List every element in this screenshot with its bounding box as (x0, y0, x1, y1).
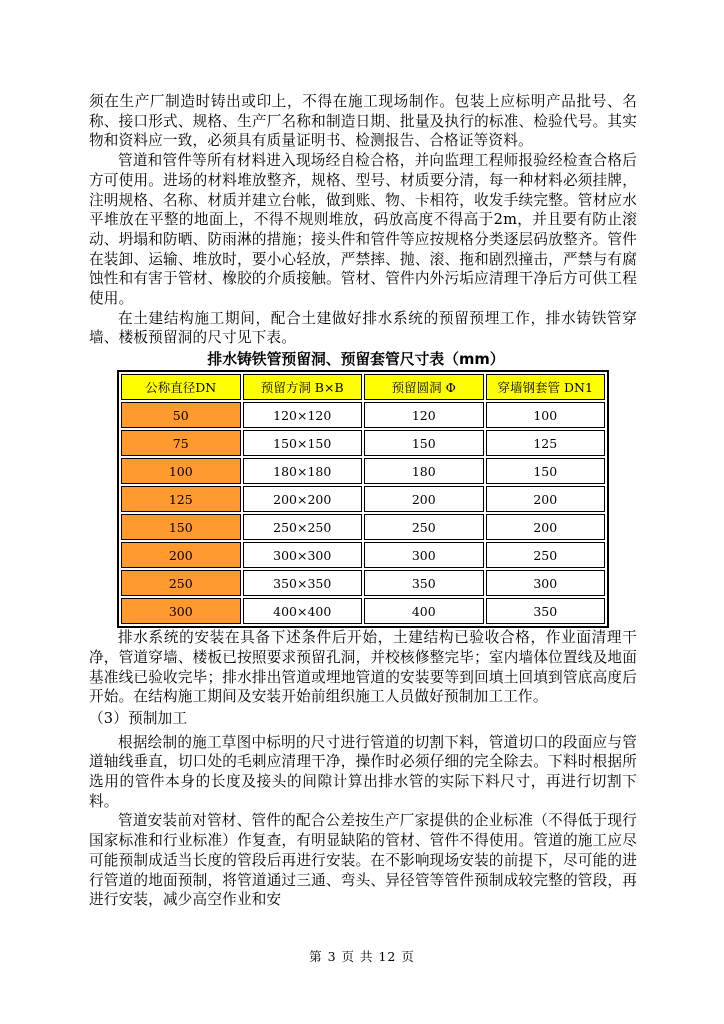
paragraph-material-marking: 须在生产厂制造时铸出或印上，不得在施工现场制作。包装上应标明产品批号、名称、接口形式、规格、生产厂名称和制造日期、批量及执行的标准、检验代号。其实物和资料应一致，必须具有质量证明书、检测报告、合格证等资料。 (89, 93, 637, 150)
paragraph-material-inspection: 管道和管件等所有材料进入现场经自检合格，并向监理工程师报验经检查合格后方可使用。进场的材料堆放整齐，规格、型号、材质要分清，每一种材料必须挂牌，注明规格、名称、材质并建立台帐，做到账、物、卡相符，收发手续完整。管材应水平堆放在平整的地面上，不得不规则堆放，码放高度不得高于2m，并且要有防止滚动、坍塌和防晒、防雨淋的措施；接头件和管件等应按规格分类逐层码放整齐。管件在装卸、运输、堆放时，要小心轻放，严禁摔、抛、滚、拖和剧烈撞击，严禁与有腐蚀性和有害于管材、橡胶的介质接触。管材、管件内外污垢应清理干净后方可供工程使用。 (89, 152, 637, 308)
cell-dn: 50 (121, 402, 241, 428)
paragraph-cutting: 根据绘制的施工草图中标明的尺寸进行管道的切割下料，管道切口的段面应与管道轴线垂直，切口处的毛刺应清理干净，操作时必须仔细的完全除去。下料时根据所选用的管件本身的长度及接头的间隙计算出排水管的实际下料尺寸，再进行切割下料。 (89, 733, 637, 810)
cell-round-hole: 300 (364, 542, 484, 568)
cell-steel-sleeve: 350 (486, 598, 606, 624)
table-row (121, 486, 605, 512)
cell-round-hole: 150 (364, 430, 484, 456)
cell-dn: 150 (121, 514, 241, 540)
cell-dn: 125 (121, 486, 241, 512)
table-row (121, 570, 605, 596)
cell-square-hole: 300×300 (243, 542, 363, 568)
cell-dn: 200 (121, 542, 241, 568)
cell-square-hole: 180×180 (243, 458, 363, 484)
table-body (121, 402, 605, 624)
paragraph-installation-conditions: 排水系统的安装在具备下述条件后开始，土建结构已验收合格，作业面清理干净，管道穿墙、楼板已按照要求预留孔洞，并校核修整完毕；室内墙体位置线及地面基准线已验收完毕；排水排出管道或埋地管道的安装要等到回填土回填到管底高度后开始。在结构施工期间及安装开始前组织施工人员做好预制加工工作。 (89, 629, 637, 706)
table-row (121, 542, 605, 568)
header-square-hole: 预留方洞 B×B (243, 374, 363, 400)
cell-square-hole: 350×350 (243, 570, 363, 596)
document-page (89, 92, 637, 910)
table-row (121, 458, 605, 484)
table-row (121, 598, 605, 624)
table-row (121, 514, 605, 540)
cell-dn: 250 (121, 570, 241, 596)
cell-round-hole: 400 (364, 598, 484, 624)
cell-round-hole: 200 (364, 486, 484, 512)
cell-round-hole: 180 (364, 458, 484, 484)
paragraph-tolerance-check: 管道安装前对管材、管件的配合公差按生产厂家提供的企业标准（不得低于现行国家标准和行业标准）作复查，有明显缺陷的管材、管件不得使用。管道的施工应尽可能预制成适当长度的管段后再进行安装。在不影响现场安装的前提下，尽可能的进行管道的地面预制，将管道通过三通、弯头、异径管等管件预制成较完整的管段，再进行安装，减少高空作业和安 (89, 812, 637, 909)
cell-square-hole: 120×120 (243, 402, 363, 428)
cell-dn: 300 (121, 598, 241, 624)
sleeve-size-table (117, 370, 609, 628)
cell-round-hole: 250 (364, 514, 484, 540)
cell-steel-sleeve: 250 (486, 542, 606, 568)
cell-round-hole: 350 (364, 570, 484, 596)
header-steel-sleeve: 穿墙钢套管 DN1 (486, 374, 606, 400)
header-round-hole: 预留圆洞 Φ (364, 374, 484, 400)
cell-dn: 100 (121, 458, 241, 484)
table-row (121, 430, 605, 456)
cell-steel-sleeve: 300 (486, 570, 606, 596)
section-heading-prefab: （3）预制加工 (89, 709, 188, 727)
cell-steel-sleeve: 125 (486, 430, 606, 456)
table-row (121, 402, 605, 428)
cell-steel-sleeve: 150 (486, 458, 606, 484)
cell-square-hole: 250×250 (243, 514, 363, 540)
cell-steel-sleeve: 100 (486, 402, 606, 428)
paragraph-preembedding: 在土建结构施工期间，配合土建做好排水系统的预留预埋工作，排水铸铁管穿墙、楼板预留洞的尺寸见下表。 (89, 309, 637, 347)
cell-steel-sleeve: 200 (486, 486, 606, 512)
cell-dn: 75 (121, 430, 241, 456)
table-title: 排水铸铁管预留洞、预留套管尺寸表（mm） (207, 351, 505, 369)
cell-steel-sleeve: 200 (486, 514, 606, 540)
cell-square-hole: 400×400 (243, 598, 363, 624)
cell-square-hole: 200×200 (243, 486, 363, 512)
cell-square-hole: 150×150 (243, 430, 363, 456)
header-dn: 公称直径DN (121, 374, 241, 400)
cell-round-hole: 120 (364, 402, 484, 428)
page-footer: 第 3 页 共 12 页 (309, 949, 415, 964)
table-header-row (121, 374, 605, 400)
